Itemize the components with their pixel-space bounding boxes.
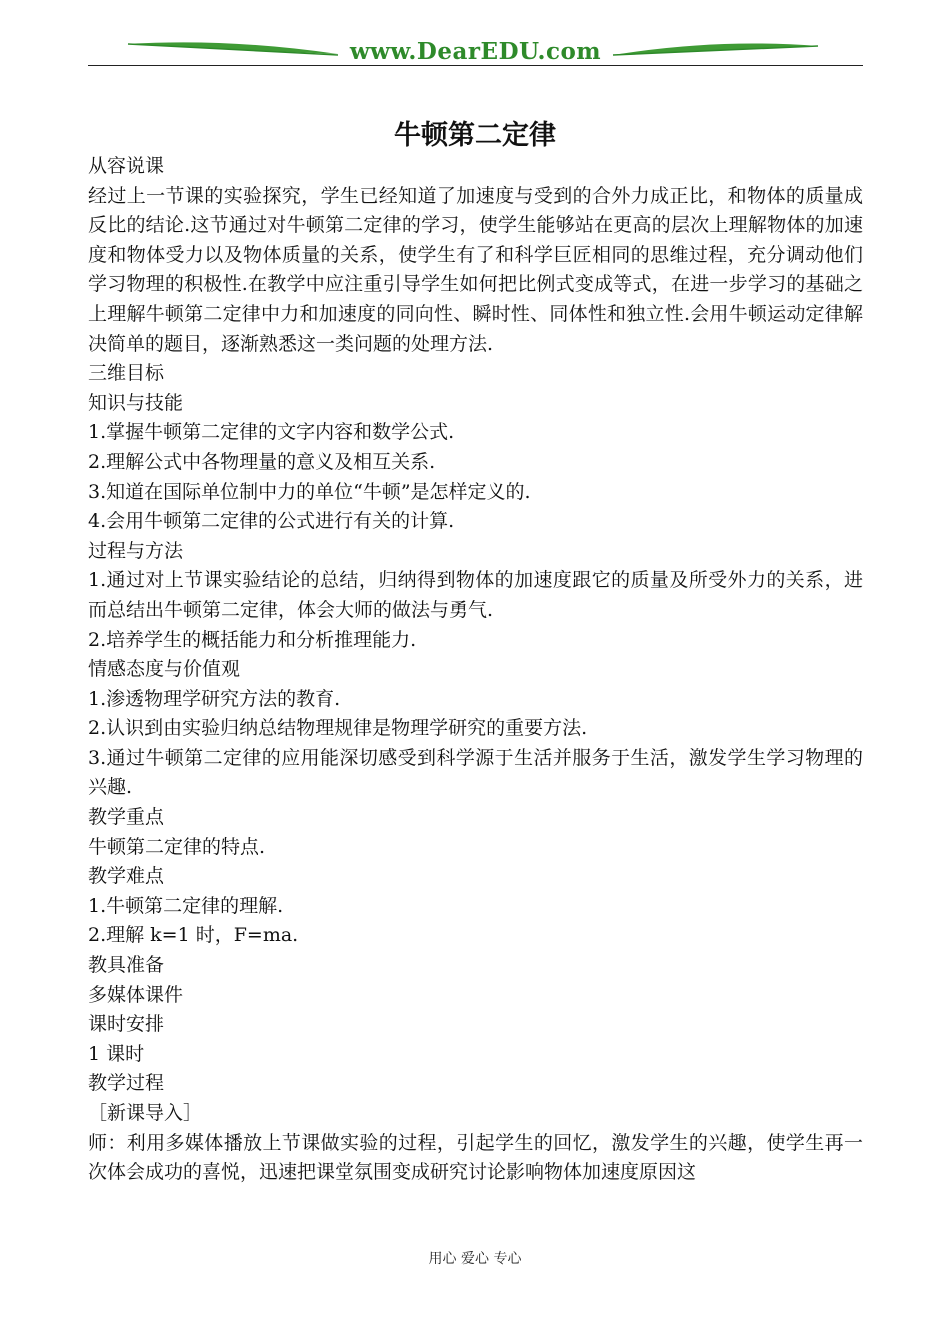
section-heading: 教学重点 [88,806,165,829]
list-item: 1.掌握牛顿第二定律的文字内容和数学公式. [88,421,455,444]
section-heading: 知识与技能 [88,391,184,414]
list-item: 2.理解 k=1 时，F=ma. [88,924,299,947]
paragraph: 经过上一节课的实验探究，学生已经知道了加速度与受到的合外力成正比，和物体的质量成反比的结论.这节通过对牛顿第二定律的学习，使学生能够站在更高的层次上理解物体的加速度和物体受力以及物体质量的关系，使学生有了和科学巨匠相同的思维过程，充分调动他们学习物理的积极性.在教学中应注重引导学生如何把比例式变成等式，在进一步学习的基础之上理解牛顿第二定律中力和加速度的同向性、瞬时性、同体性和独立性.会用牛顿运动定律解决简单的题目，逐渐熟悉这一类问题的处理方法. [88,184,863,355]
paragraph: 师：利用多媒体播放上节课做实验的过程，引起学生的回忆，激发学生的兴趣，使学生再一次体会成功的喜悦，迅速把课堂氛围变成研究讨论影响物体加速度原因这 [88,1131,863,1184]
list-item: 1.渗透物理学研究方法的教育. [88,687,341,710]
section-heading: 过程与方法 [88,539,184,562]
list-item: 2.培养学生的概括能力和分析推理能力. [88,628,417,651]
paragraph: 牛顿第二定律的特点. [88,835,266,858]
page-title: 牛顿第二定律 [394,120,556,151]
page-footer: 用心 爱心 专心 [428,1251,522,1267]
list-item: 2.认识到由实验归纳总结物理规律是物理学研究的重要方法. [88,717,588,740]
list-item: 4.会用牛顿第二定律的公式进行有关的计算. [88,510,455,533]
section-heading: 教学过程 [88,1072,165,1095]
paragraph: 多媒体课件 [88,983,184,1006]
list-item: 1.牛顿第二定律的理解. [88,894,284,917]
section-heading: 三维目标 [88,362,165,385]
paragraph: 1 课时 [88,1042,145,1065]
section-heading: 从容说课 [88,155,165,177]
section-heading: 情感态度与价值观 [88,658,241,681]
section-heading: 教学难点 [88,865,165,888]
header-divider [88,65,863,66]
list-item: 2.理解公式中各物理量的意义及相互关系. [88,450,436,473]
section-heading: 教具准备 [88,954,165,977]
site-logo: www.DearEDU.com [349,38,602,65]
document-body [88,152,863,1188]
page-header [88,28,863,76]
list-item: 3.知道在国际单位制中力的单位“牛顿”是怎样定义的. [88,480,531,503]
list-item: 3.通过牛顿第二定律的应用能深切感受到科学源于生活并服务于生活，激发学生学习物理的兴趣. [88,746,863,799]
section-heading: 课时安排 [88,1013,165,1036]
list-item: 1.通过对上节课实验结论的总结，归纳得到物体的加速度跟它的质量及所受外力的关系，进而总结出牛顿第二定律，体会大师的做法与勇气. [88,569,863,621]
subsection-heading: ［新课导入］ [88,1102,203,1124]
